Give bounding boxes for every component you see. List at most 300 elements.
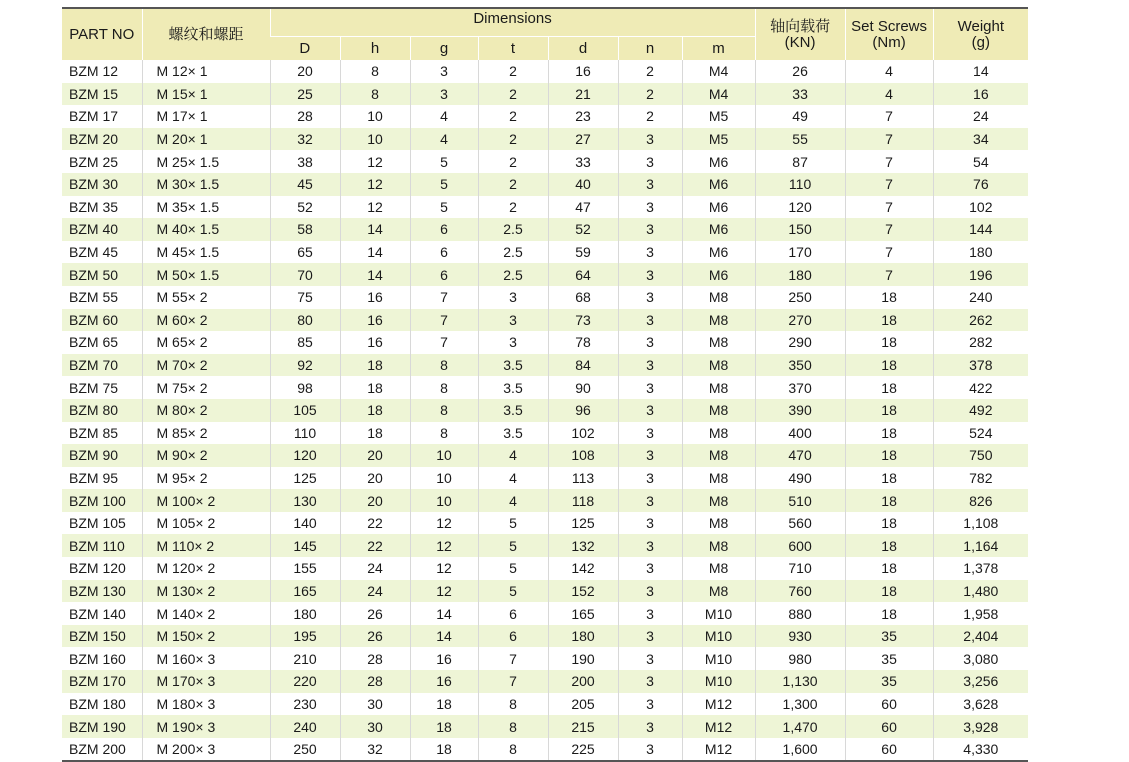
cell-dim-n: 3 [618, 467, 682, 490]
cell-dim-d: 90 [548, 376, 618, 399]
cell-dim-d: 200 [548, 670, 618, 693]
cell-dim-D: 75 [270, 286, 340, 309]
cell-dim-t: 6 [478, 625, 548, 648]
cell-dim-d: 27 [548, 128, 618, 151]
cell-axial-load: 760 [755, 580, 845, 603]
cell-dim-h: 24 [340, 557, 410, 580]
header-set-screws-unit: (Nm) [872, 33, 906, 51]
cell-thread-pitch: M 15× 1 [142, 83, 270, 106]
cell-part-no: BZM 180 [62, 693, 142, 716]
cell-set-screws: 60 [845, 715, 933, 738]
cell-dim-g: 4 [410, 128, 478, 151]
cell-dim-h: 18 [340, 399, 410, 422]
cell-dim-g: 8 [410, 422, 478, 445]
cell-dim-D: 85 [270, 331, 340, 354]
cell-part-no: BZM 20 [62, 128, 142, 151]
cell-weight: 1,164 [933, 534, 1028, 557]
cell-thread-pitch: M 35× 1.5 [142, 196, 270, 219]
table-row [62, 602, 1028, 625]
table-row [62, 263, 1028, 286]
cell-dim-h: 18 [340, 422, 410, 445]
cell-part-no: BZM 120 [62, 557, 142, 580]
cell-dim-h: 8 [340, 60, 410, 83]
cell-set-screws: 7 [845, 218, 933, 241]
table-row [62, 693, 1028, 716]
header-part-no: PART NO [62, 8, 142, 60]
cell-dim-d: 68 [548, 286, 618, 309]
cell-set-screws: 18 [845, 467, 933, 490]
cell-dim-g: 12 [410, 534, 478, 557]
cell-dim-h: 8 [340, 83, 410, 106]
cell-dim-n: 3 [618, 557, 682, 580]
cell-dim-t: 5 [478, 557, 548, 580]
cell-thread-pitch: M 75× 2 [142, 376, 270, 399]
cell-dim-m: M8 [682, 399, 755, 422]
cell-set-screws: 7 [845, 150, 933, 173]
cell-axial-load: 55 [755, 128, 845, 151]
cell-dim-n: 3 [618, 173, 682, 196]
cell-part-no: BZM 15 [62, 83, 142, 106]
cell-weight: 826 [933, 489, 1028, 512]
cell-dim-D: 32 [270, 128, 340, 151]
cell-dim-h: 30 [340, 715, 410, 738]
spec-table-sheet [62, 7, 1028, 762]
table-row [62, 60, 1028, 83]
cell-dim-d: 78 [548, 331, 618, 354]
cell-dim-h: 12 [340, 173, 410, 196]
table-row [62, 196, 1028, 219]
cell-dim-D: 165 [270, 580, 340, 603]
cell-dim-m: M10 [682, 625, 755, 648]
cell-axial-load: 250 [755, 286, 845, 309]
cell-dim-h: 12 [340, 150, 410, 173]
cell-part-no: BZM 17 [62, 105, 142, 128]
header-weight [933, 8, 1028, 60]
cell-dim-n: 3 [618, 670, 682, 693]
cell-dim-n: 3 [618, 150, 682, 173]
table-row [62, 467, 1028, 490]
cell-dim-t: 3 [478, 286, 548, 309]
cell-dim-n: 3 [618, 128, 682, 151]
cell-axial-load: 930 [755, 625, 845, 648]
table-row [62, 647, 1028, 670]
table-row [62, 309, 1028, 332]
cell-dim-D: 80 [270, 309, 340, 332]
cell-dim-d: 190 [548, 647, 618, 670]
table-row [62, 173, 1028, 196]
cell-thread-pitch: M 90× 2 [142, 444, 270, 467]
cell-dim-d: 64 [548, 263, 618, 286]
cell-part-no: BZM 130 [62, 580, 142, 603]
cell-dim-h: 18 [340, 376, 410, 399]
cell-dim-g: 10 [410, 444, 478, 467]
cell-dim-t: 3.5 [478, 354, 548, 377]
cell-part-no: BZM 30 [62, 173, 142, 196]
cell-thread-pitch: M 120× 2 [142, 557, 270, 580]
cell-axial-load: 120 [755, 196, 845, 219]
cell-dim-d: 16 [548, 60, 618, 83]
cell-dim-m: M6 [682, 263, 755, 286]
cell-dim-g: 7 [410, 286, 478, 309]
cell-dim-t: 8 [478, 715, 548, 738]
cell-weight: 3,928 [933, 715, 1028, 738]
header-weight-label: Weight [957, 17, 1005, 35]
cell-dim-m: M8 [682, 354, 755, 377]
cell-part-no: BZM 50 [62, 263, 142, 286]
cell-dim-D: 145 [270, 534, 340, 557]
cell-axial-load: 49 [755, 105, 845, 128]
cell-dim-d: 142 [548, 557, 618, 580]
cell-dim-D: 125 [270, 467, 340, 490]
cell-part-no: BZM 100 [62, 489, 142, 512]
cell-dim-g: 10 [410, 467, 478, 490]
cell-dim-m: M4 [682, 83, 755, 106]
cell-dim-d: 23 [548, 105, 618, 128]
cell-part-no: BZM 95 [62, 467, 142, 490]
table-row [62, 422, 1028, 445]
cell-dim-m: M12 [682, 715, 755, 738]
cell-dim-n: 3 [618, 534, 682, 557]
cell-dim-m: M10 [682, 602, 755, 625]
cell-weight: 16 [933, 83, 1028, 106]
cell-thread-pitch: M 140× 2 [142, 602, 270, 625]
table-row [62, 534, 1028, 557]
cell-dim-h: 10 [340, 105, 410, 128]
spec-table [62, 7, 1028, 762]
cell-set-screws: 4 [845, 83, 933, 106]
cell-dim-n: 3 [618, 512, 682, 535]
cell-dim-m: M6 [682, 150, 755, 173]
table-row [62, 218, 1028, 241]
cell-dim-g: 14 [410, 602, 478, 625]
cell-dim-D: 250 [270, 738, 340, 762]
cell-weight: 196 [933, 263, 1028, 286]
cell-weight: 524 [933, 422, 1028, 445]
header-dim-h: h [340, 37, 410, 61]
cell-dim-m: M10 [682, 647, 755, 670]
cell-dim-g: 7 [410, 331, 478, 354]
cell-dim-t: 2 [478, 150, 548, 173]
cell-part-no: BZM 40 [62, 218, 142, 241]
cell-set-screws: 7 [845, 105, 933, 128]
cell-dim-g: 8 [410, 376, 478, 399]
cell-dim-m: M8 [682, 376, 755, 399]
cell-axial-load: 1,470 [755, 715, 845, 738]
cell-dim-D: 180 [270, 602, 340, 625]
cell-dim-h: 18 [340, 354, 410, 377]
cell-thread-pitch: M 105× 2 [142, 512, 270, 535]
cell-set-screws: 18 [845, 512, 933, 535]
cell-dim-h: 14 [340, 263, 410, 286]
cell-dim-t: 6 [478, 602, 548, 625]
cell-dim-d: 96 [548, 399, 618, 422]
cell-dim-n: 3 [618, 580, 682, 603]
cell-set-screws: 18 [845, 444, 933, 467]
cell-thread-pitch: M 70× 2 [142, 354, 270, 377]
cell-dim-n: 3 [618, 444, 682, 467]
cell-dim-m: M5 [682, 128, 755, 151]
cell-dim-d: 33 [548, 150, 618, 173]
cell-set-screws: 7 [845, 241, 933, 264]
cell-dim-n: 2 [618, 83, 682, 106]
cell-axial-load: 710 [755, 557, 845, 580]
header-dim-d: d [548, 37, 618, 61]
cell-dim-m: M8 [682, 331, 755, 354]
table-row [62, 444, 1028, 467]
cell-dim-m: M10 [682, 670, 755, 693]
header-dim-g: g [410, 37, 478, 61]
cell-set-screws: 7 [845, 128, 933, 151]
cell-dim-D: 45 [270, 173, 340, 196]
cell-part-no: BZM 25 [62, 150, 142, 173]
cell-dim-d: 108 [548, 444, 618, 467]
cell-dim-t: 3.5 [478, 422, 548, 445]
cell-dim-t: 8 [478, 693, 548, 716]
cell-set-screws: 18 [845, 331, 933, 354]
cell-dim-D: 105 [270, 399, 340, 422]
cell-dim-d: 59 [548, 241, 618, 264]
cell-dim-t: 4 [478, 467, 548, 490]
cell-axial-load: 270 [755, 309, 845, 332]
cell-dim-D: 230 [270, 693, 340, 716]
cell-set-screws: 18 [845, 354, 933, 377]
cell-dim-m: M8 [682, 534, 755, 557]
cell-dim-t: 7 [478, 670, 548, 693]
cell-dim-d: 180 [548, 625, 618, 648]
cell-axial-load: 1,600 [755, 738, 845, 762]
cell-set-screws: 60 [845, 738, 933, 762]
cell-weight: 180 [933, 241, 1028, 264]
table-row [62, 580, 1028, 603]
cell-set-screws: 7 [845, 173, 933, 196]
cell-weight: 144 [933, 218, 1028, 241]
cell-dim-g: 10 [410, 489, 478, 512]
cell-dim-d: 52 [548, 218, 618, 241]
cell-dim-h: 28 [340, 647, 410, 670]
cell-weight: 34 [933, 128, 1028, 151]
cell-dim-h: 20 [340, 489, 410, 512]
cell-dim-D: 58 [270, 218, 340, 241]
cell-dim-t: 2 [478, 128, 548, 151]
cell-dim-D: 92 [270, 354, 340, 377]
cell-dim-h: 24 [340, 580, 410, 603]
cell-dim-d: 132 [548, 534, 618, 557]
cell-dim-n: 3 [618, 399, 682, 422]
cell-dim-h: 22 [340, 512, 410, 535]
cell-dim-d: 47 [548, 196, 618, 219]
cell-dim-n: 3 [618, 354, 682, 377]
cell-dim-d: 40 [548, 173, 618, 196]
cell-dim-n: 3 [618, 715, 682, 738]
cell-dim-m: M8 [682, 444, 755, 467]
cell-thread-pitch: M 180× 3 [142, 693, 270, 716]
header-set-screws-label: Set Screws [851, 17, 927, 35]
cell-dim-m: M6 [682, 196, 755, 219]
cell-axial-load: 290 [755, 331, 845, 354]
cell-dim-g: 18 [410, 693, 478, 716]
cell-weight: 1,108 [933, 512, 1028, 535]
cell-dim-g: 16 [410, 647, 478, 670]
cell-thread-pitch: M 40× 1.5 [142, 218, 270, 241]
header-dim-t: t [478, 37, 548, 61]
cell-dim-D: 240 [270, 715, 340, 738]
cell-dim-D: 70 [270, 263, 340, 286]
cell-weight: 1,480 [933, 580, 1028, 603]
cell-part-no: BZM 170 [62, 670, 142, 693]
cell-part-no: BZM 85 [62, 422, 142, 445]
header-thread-pitch: 螺纹和螺距 [142, 8, 270, 60]
cell-set-screws: 7 [845, 263, 933, 286]
cell-weight: 240 [933, 286, 1028, 309]
cell-dim-h: 32 [340, 738, 410, 762]
cell-set-screws: 35 [845, 647, 933, 670]
cell-axial-load: 33 [755, 83, 845, 106]
cell-part-no: BZM 160 [62, 647, 142, 670]
cell-dim-g: 12 [410, 557, 478, 580]
cell-set-screws: 35 [845, 625, 933, 648]
cell-dim-t: 4 [478, 489, 548, 512]
cell-dim-t: 3 [478, 309, 548, 332]
cell-part-no: BZM 70 [62, 354, 142, 377]
cell-axial-load: 180 [755, 263, 845, 286]
cell-dim-d: 152 [548, 580, 618, 603]
cell-axial-load: 1,130 [755, 670, 845, 693]
table-row [62, 128, 1028, 151]
cell-set-screws: 18 [845, 602, 933, 625]
cell-dim-h: 20 [340, 444, 410, 467]
cell-weight: 492 [933, 399, 1028, 422]
cell-part-no: BZM 140 [62, 602, 142, 625]
table-row [62, 83, 1028, 106]
cell-part-no: BZM 110 [62, 534, 142, 557]
cell-part-no: BZM 12 [62, 60, 142, 83]
table-row [62, 354, 1028, 377]
cell-dim-d: 21 [548, 83, 618, 106]
cell-dim-t: 7 [478, 647, 548, 670]
table-row [62, 241, 1028, 264]
cell-dim-t: 4 [478, 444, 548, 467]
cell-dim-t: 2 [478, 173, 548, 196]
cell-weight: 282 [933, 331, 1028, 354]
cell-dim-D: 110 [270, 422, 340, 445]
header-weight-unit: (g) [971, 33, 990, 51]
cell-thread-pitch: M 30× 1.5 [142, 173, 270, 196]
cell-axial-load: 150 [755, 218, 845, 241]
cell-dim-n: 3 [618, 331, 682, 354]
cell-dim-g: 6 [410, 263, 478, 286]
cell-axial-load: 350 [755, 354, 845, 377]
cell-dim-m: M8 [682, 422, 755, 445]
cell-dim-g: 12 [410, 512, 478, 535]
cell-thread-pitch: M 65× 2 [142, 331, 270, 354]
cell-dim-m: M5 [682, 105, 755, 128]
cell-weight: 3,080 [933, 647, 1028, 670]
cell-axial-load: 600 [755, 534, 845, 557]
cell-dim-g: 5 [410, 196, 478, 219]
cell-dim-t: 8 [478, 738, 548, 762]
cell-thread-pitch: M 110× 2 [142, 534, 270, 557]
cell-set-screws: 18 [845, 580, 933, 603]
cell-dim-h: 30 [340, 693, 410, 716]
cell-dim-t: 5 [478, 534, 548, 557]
cell-dim-h: 28 [340, 670, 410, 693]
cell-dim-t: 2.5 [478, 241, 548, 264]
cell-thread-pitch: M 45× 1.5 [142, 241, 270, 264]
cell-dim-m: M12 [682, 738, 755, 762]
cell-dim-m: M12 [682, 693, 755, 716]
cell-set-screws: 18 [845, 309, 933, 332]
cell-dim-D: 98 [270, 376, 340, 399]
header-dim-D: D [270, 37, 340, 61]
cell-set-screws: 7 [845, 196, 933, 219]
cell-part-no: BZM 80 [62, 399, 142, 422]
cell-dim-m: M6 [682, 241, 755, 264]
cell-dim-m: M8 [682, 557, 755, 580]
header-dimensions: Dimensions [270, 8, 755, 37]
cell-dim-g: 5 [410, 150, 478, 173]
cell-dim-n: 3 [618, 602, 682, 625]
cell-thread-pitch: M 200× 3 [142, 738, 270, 762]
cell-axial-load: 370 [755, 376, 845, 399]
cell-axial-load: 390 [755, 399, 845, 422]
cell-part-no: BZM 150 [62, 625, 142, 648]
cell-weight: 262 [933, 309, 1028, 332]
cell-thread-pitch: M 85× 2 [142, 422, 270, 445]
cell-dim-t: 5 [478, 512, 548, 535]
cell-dim-h: 12 [340, 196, 410, 219]
table-row [62, 670, 1028, 693]
cell-dim-d: 73 [548, 309, 618, 332]
cell-part-no: BZM 35 [62, 196, 142, 219]
cell-dim-d: 215 [548, 715, 618, 738]
table-row [62, 150, 1028, 173]
cell-weight: 102 [933, 196, 1028, 219]
table-body [62, 60, 1028, 761]
cell-thread-pitch: M 160× 3 [142, 647, 270, 670]
cell-axial-load: 470 [755, 444, 845, 467]
cell-thread-pitch: M 170× 3 [142, 670, 270, 693]
cell-axial-load: 1,300 [755, 693, 845, 716]
cell-dim-n: 3 [618, 647, 682, 670]
cell-weight: 3,628 [933, 693, 1028, 716]
cell-dim-g: 8 [410, 354, 478, 377]
cell-part-no: BZM 55 [62, 286, 142, 309]
cell-part-no: BZM 200 [62, 738, 142, 762]
cell-thread-pitch: M 150× 2 [142, 625, 270, 648]
cell-dim-D: 130 [270, 489, 340, 512]
cell-dim-n: 3 [618, 376, 682, 399]
cell-dim-h: 20 [340, 467, 410, 490]
cell-thread-pitch: M 17× 1 [142, 105, 270, 128]
cell-weight: 14 [933, 60, 1028, 83]
cell-dim-g: 12 [410, 580, 478, 603]
cell-dim-n: 3 [618, 738, 682, 762]
cell-axial-load: 560 [755, 512, 845, 535]
cell-dim-g: 8 [410, 399, 478, 422]
cell-dim-g: 18 [410, 715, 478, 738]
cell-dim-h: 26 [340, 625, 410, 648]
cell-dim-g: 7 [410, 309, 478, 332]
cell-part-no: BZM 90 [62, 444, 142, 467]
cell-dim-m: M6 [682, 173, 755, 196]
table-row [62, 625, 1028, 648]
cell-dim-D: 20 [270, 60, 340, 83]
cell-dim-d: 102 [548, 422, 618, 445]
cell-part-no: BZM 105 [62, 512, 142, 535]
cell-dim-n: 3 [618, 196, 682, 219]
cell-thread-pitch: M 100× 2 [142, 489, 270, 512]
cell-dim-n: 3 [618, 263, 682, 286]
